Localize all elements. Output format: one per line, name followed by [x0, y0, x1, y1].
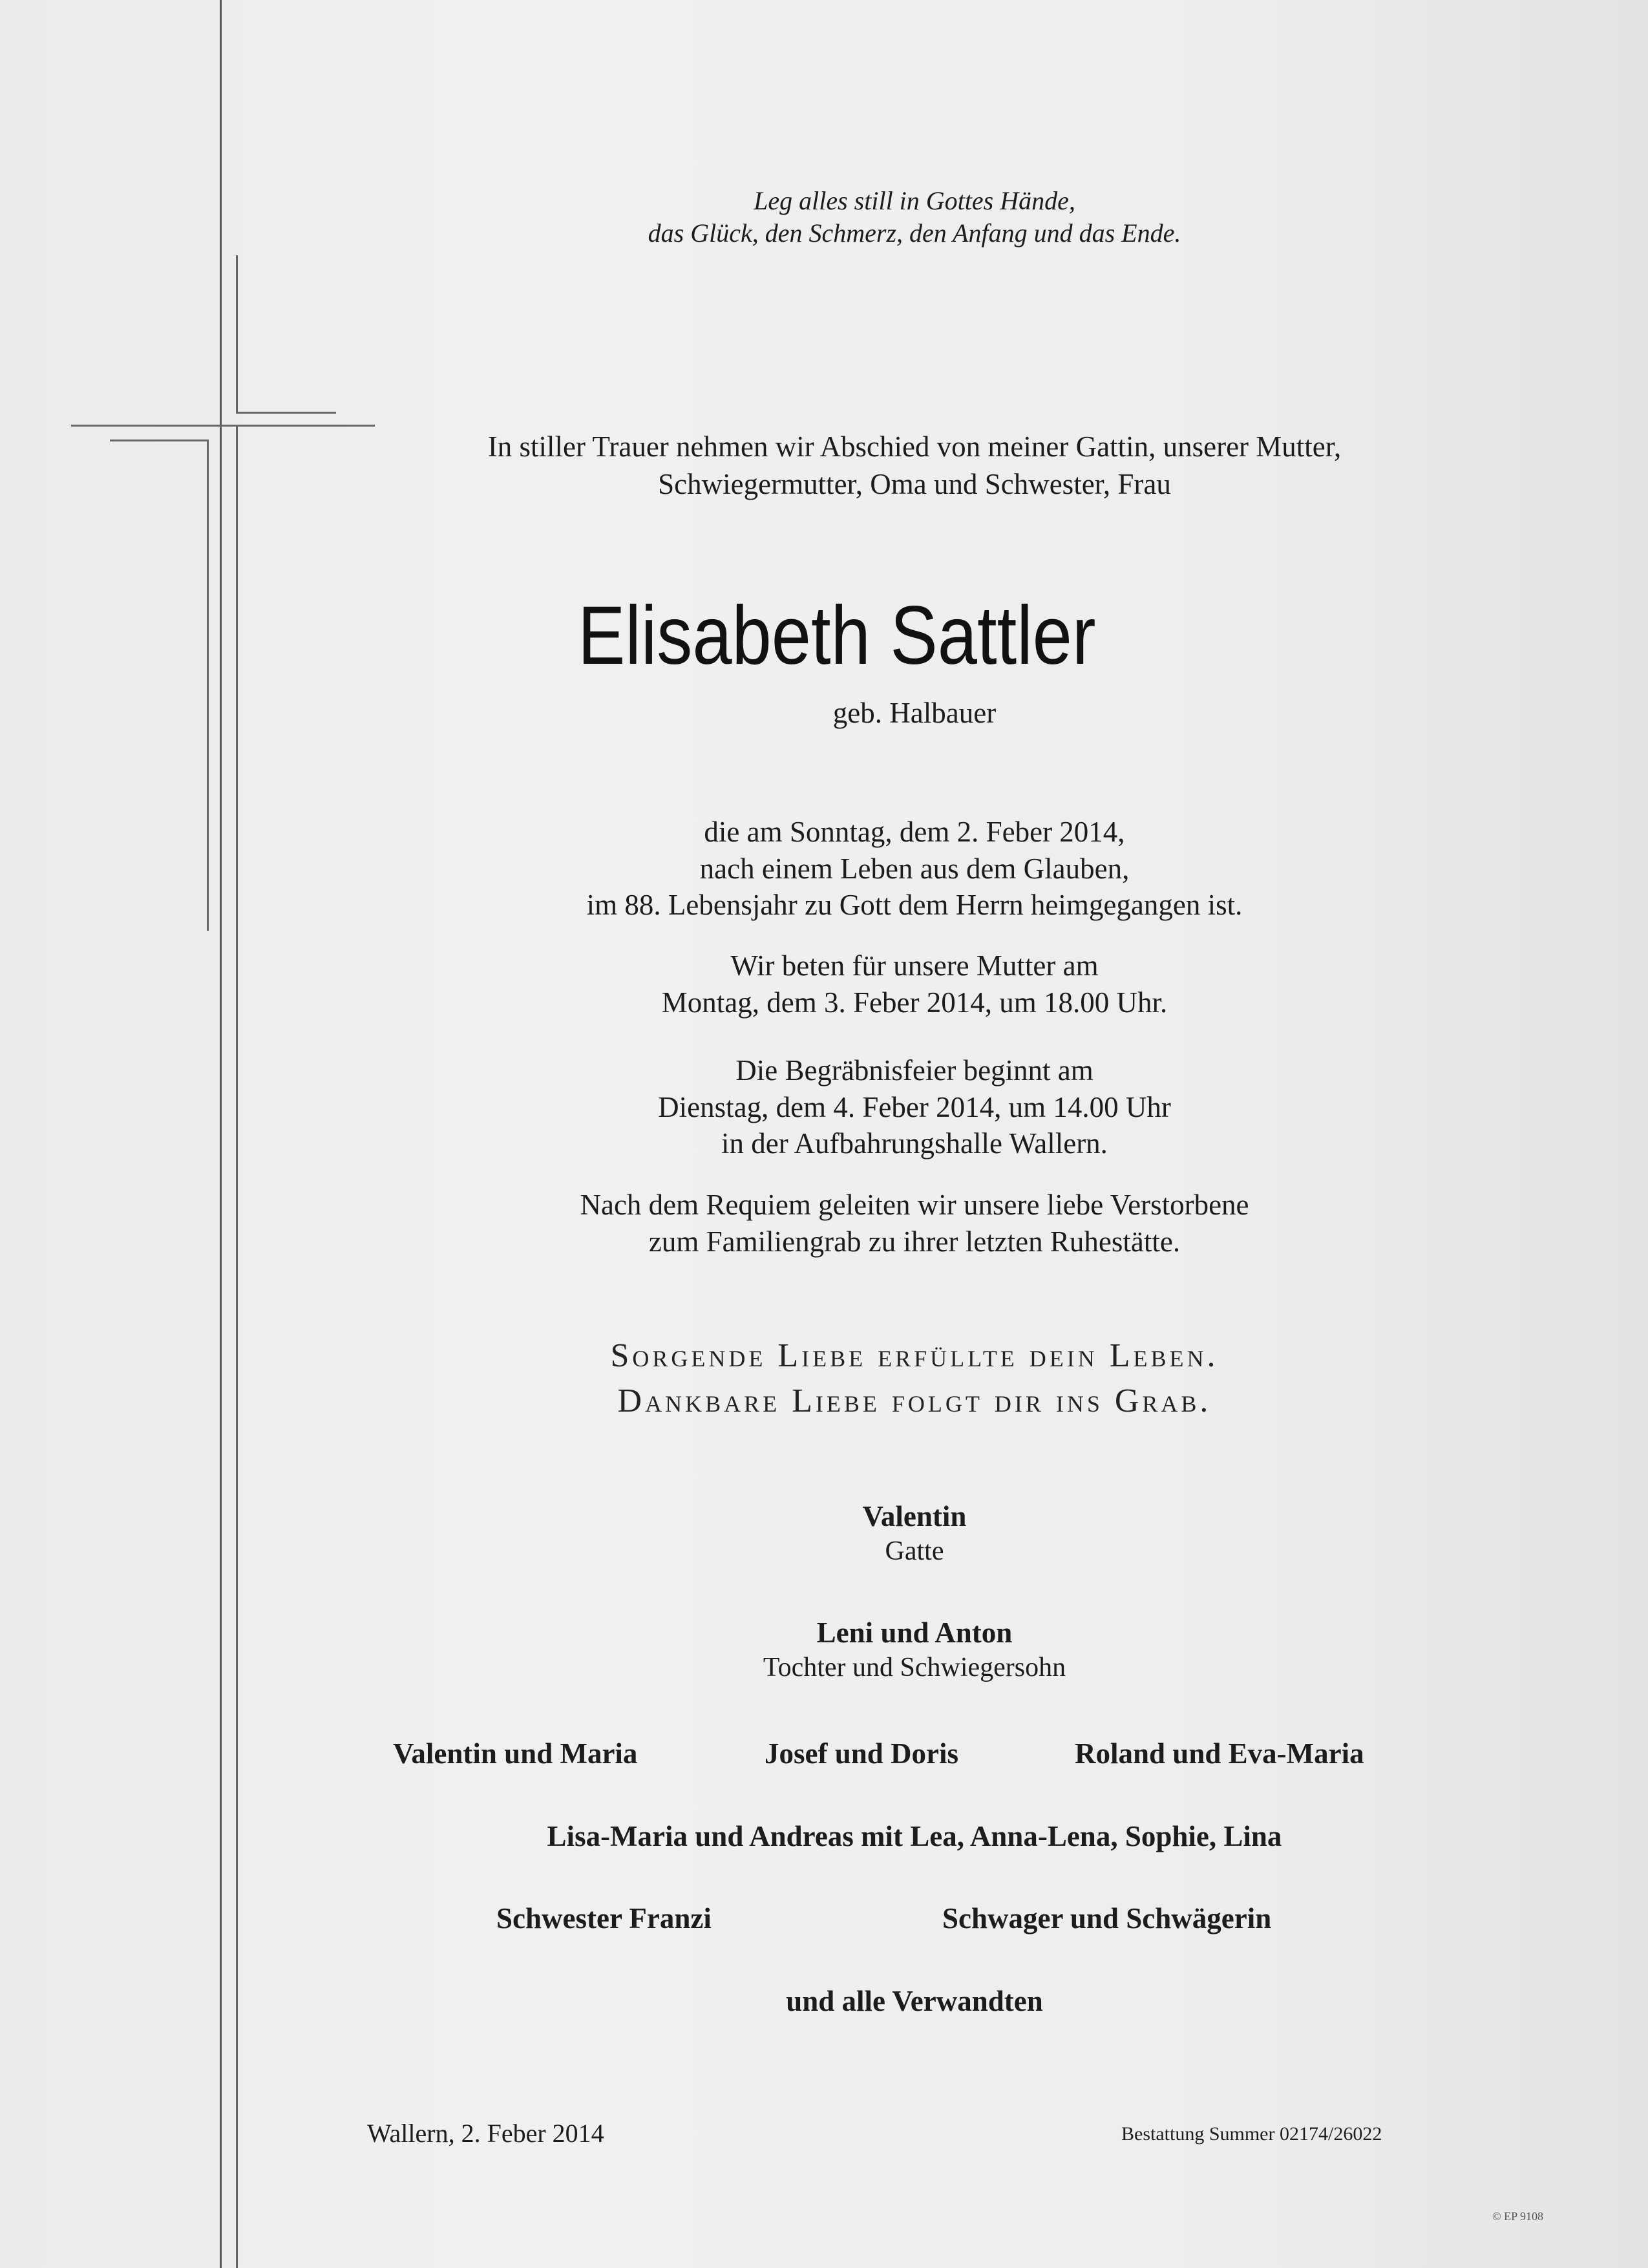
intro-line-2: Schwiegermutter, Oma und Schwester, Frau — [658, 468, 1171, 500]
funeral-line-2: Dienstag, dem 4. Feber 2014, um 14.00 Uhr — [658, 1091, 1171, 1123]
prayer-line-1: Wir beten für unsere Mutter am — [730, 949, 1099, 982]
spouse-role: Gatte — [885, 1536, 944, 1566]
undertaker: Bestattung Summer 02174/26022 — [1121, 2123, 1382, 2145]
in-laws: Schwager und Schwägerin — [942, 1902, 1272, 1934]
saying-line-2: Dankbare Liebe folgt dir ins Grab. — [617, 1383, 1212, 1419]
children-names: Leni und Anton — [816, 1616, 1013, 1649]
saying-line-1: Sorgende Liebe erfüllte dein Leben. — [610, 1337, 1219, 1374]
relatives: und alle Verwandten — [786, 1985, 1043, 2017]
spouse-name: Valentin — [862, 1500, 967, 1532]
grandchildren-2: Josef und Doris — [765, 1737, 959, 1770]
place-date: Wallern, 2. Feber 2014 — [367, 2119, 604, 2148]
burial-line-2: zum Familiengrab zu ihrer letzten Ruhestätte. — [648, 1225, 1181, 1258]
death-line-3: im 88. Lebensjahr zu Gott dem Herrn heimgegangen ist. — [586, 889, 1243, 921]
print-code: © EP 9108 — [1492, 2210, 1544, 2223]
deceased-name: Elisabeth Sattler — [577, 589, 1096, 682]
burial-line-1: Nach dem Requiem geleiten wir unsere liebe Verstorbene — [580, 1189, 1249, 1221]
motto-line-1: Leg alles still in Gottes Hände, — [754, 186, 1075, 215]
maiden-name: geb. Halbauer — [832, 697, 997, 729]
great-grandchildren: Lisa-Maria und Andreas mit Lea, Anna-Lena, Sophie, Lina — [547, 1820, 1282, 1852]
sister: Schwester Franzi — [496, 1902, 712, 1934]
death-line-2: nach einem Leben aus dem Glauben, — [699, 853, 1130, 885]
children-role: Tochter und Schwiegersohn — [763, 1653, 1066, 1682]
death-line-1: die am Sonntag, dem 2. Feber 2014, — [704, 816, 1125, 848]
prayer-line-2: Montag, dem 3. Feber 2014, um 18.00 Uhr. — [661, 986, 1168, 1019]
intro-line-1: In stiller Trauer nehmen wir Abschied von meiner Gattin, unserer Mutter, — [487, 430, 1342, 463]
grandchildren-3: Roland und Eva-Maria — [1075, 1737, 1364, 1770]
motto-line-2: das Glück, den Schmerz, den Anfang und das Ende. — [648, 218, 1181, 248]
funeral-line-3: in der Aufbahrungshalle Wallern. — [721, 1127, 1108, 1160]
grandchildren-1: Valentin und Maria — [393, 1737, 638, 1770]
funeral-line-1: Die Begräbnisfeier beginnt am — [735, 1054, 1093, 1086]
